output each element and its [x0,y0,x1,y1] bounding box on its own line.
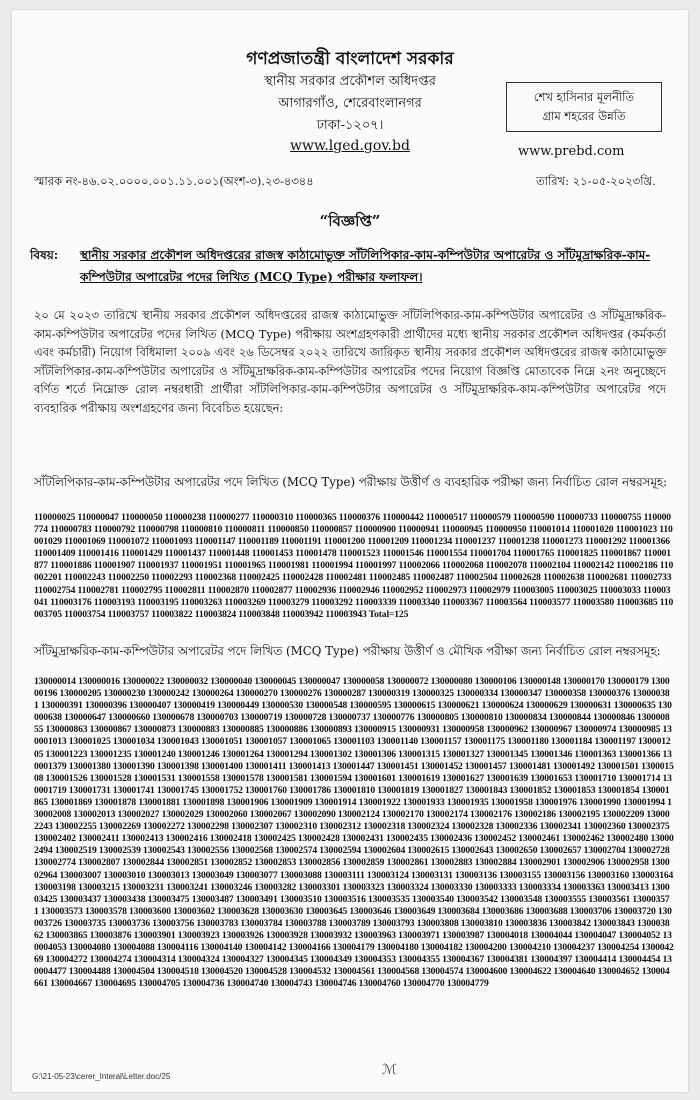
section1-heading: সাঁটলিপিকার-কাম-কম্পিউটার অপারেটর পদে লিখিত (MCQ Type) পরীক্ষায় উত্তীর্ণ ও ব্যবহারিক পরীক্ষা জন্য নির্বাচিত রোল নম্বরসমূহ: [34,475,668,489]
document-page [12,10,688,1092]
department-name: স্থানীয় সরকার প্রকৌশল অধিদপ্তর [264,74,436,89]
slogan-line1: শেখ হাসিনার মূলনীতি [533,90,635,104]
website-link[interactable]: www.lged.gov.bd [290,138,410,154]
notice-title: “বিজ্ঞপ্তি” [319,212,381,230]
section2-roll-list: 130000014 130000016 130000022 130000032 130000040 130000045 130000047 130000058 130000072 130000080 130000106 130000148 130000170 130000179 130000196 130000205 130000230 130000242 130000264 130000270 130000276 130000287 130000319 130000325 130000334 130000347 130000358 130000376 130000381 130000391 130000396 130000407 130000419 130000449 130000530 130000548 130000595 130000615 130000621 130000624 130000629 130000631 130000635 130000638 130000647 130000660 130000678 130000703 130000719 130000728 130000737 130000776 130000805 130000810 130000834 130000844 130000846 130000855 130000863 130000867 130000873 130000883 130000885 130000886 130000893 130000915 130000931 130000958 130000962 130000967 130000974 130000985 130001013 130001025 130001034 130001043 130001051 130001057 130001065 130001103 130001140 130001157 130001175 130001180 130001184 130001197 130001205 130001223 130001235 130001240 130001246 130001264 130001294 130001302 130001306 130001315 130001327 130001345 130001346 130001363 130001366 130001379 130001380 130001390 130001398 130001400 130001411 130001413 130001447 130001451 130001452 130001457 130001481 130001492 130001501 130001508 130001526 130001528 130001531 130001558 130001578 130001581 130001594 130001601 130001619 130001627 130001639 130001653 130001710 130001714 130001719 130001731 130001741 130001745 130001752 130001760 130001786 130001810 130001819 130001827 130001843 130001852 130001853 130001854 130001865 130001869 130001878 130001881 130001898 130001906 130001909 130001914 130001922 130001933 130001935 130001958 130001976 130001990 130001994 130002008 130002013 130002027 130002029 130002060 130002067 130002090 130002124 130002170 130002174 130002176 130002186 130002195 130002209 130002243 130002255 130002269 130002272 130002298 130002307 130002310 130002312 130002318 130002324 130002328 130002336 130002341 130002360 130002375 130002402 130002411 130002413 130002416 130002418 130002425 130002428 130002431 130002435 130002436 130002452 130002461 130002462 130002480 130002494 130002519 130002539 130002543 130002556 130002568 130002574 130002594 130002604 130002615 130002643 130002650 130002657 130002704 130002728 130002774 130002807 130002844 130002851 130002852 130002853 130002856 130002859 130002861 130002883 130002884 130002901 130002906 130002958 130002964 130003007 130003010 130003013 130003049 130003077 130003088 130003111 130003124 130003131 130003136 130003155 130003156 130003160 130003164 130003198 130003215 130003231 130003241 130003246 130003282 130003301 130003323 130003324 130003330 130003333 130003334 130003363 130003413 130003425 130003437 130003438 130003475 130003487 130003491 130003510 130003516 130003535 130003540 130003542 130003548 130003555 130003561 130003571 130003573 130003578 130003600 130003602 130003628 130003630 130003645 130003646 130003649 130003684 130003686 130003688 130003706 130003720 130003726 130003735 130003736 130003756 130003783 130003784 130003788 130003789 130003793 130003808 130003810 130003836 130003842 130003843 130003862 130003865 130003876 130003901 130003923 130003926 130003928 130003932 130003963 130003971 130003987 130004018 130004044 130004047 130004052 130004053 130004080 130004088 130004116 130004140 130004142 130004166 130004179 130004180 130004182 130004200 130004210 130004237 130004254 130004269 130004272 130004274 130004314 130004324 130004327 130004345 130004349 130004353 130004355 130004367 130004381 130004397 130004414 130004454 130004477 130004488 130004504 130004518 130004520 130004528 130004532 130004561 130004568 130004574 130004600 130004622 130004640 130004652 130004661 130004667 130004695 130004705 130004736 130004740 130004743 130004746 130004760 130004770 130004779 [34,676,674,990]
notice-body: ২০ মে ২০২৩ তারিখে স্থানীয় সরকার প্রকৌশল অধিদপ্তরের রাজস্ব কাঠামোভুক্ত সাঁটলিপিকার-কাম-কম্পিউটার অপারেটর ও সাঁটমুদ্রাক্ষরিক-কাম-কম্পিউটার অপারেটর পদের লিখিত (MCQ Type) পরীক্ষায় অংশগ্রহণকারী প্রার্থীদের মধ্যে স্থানীয় সরকার প্রকৌশল অধিদপ্তর (কর্মকর্তা এবং কর্মচারী) নিয়োগ বিধিমালা ২০০৯ এবং ২৬ ডিসেম্বর ২০২২ তারিখে জারিকৃত স্থানীয় সরকার প্রকৌশল অধিদপ্তরের রাজস্ব কাঠামোভুক্ত সাঁটলিপিকার-কাম-কম্পিউটার অপারেটর ও সাঁটমুদ্রাক্ষরিক-কাম-কম্পিউটার অপারেটর পদের নিয়োগ বিজ্ঞপ্তি মোতাবেক নিম্নে ২নং অনুচ্ছেদে বর্ণিত শর্তে নিম্নোক্ত রোল নম্বরধারী প্রার্থীরা সাঁটলিপিকার-কাম-কম্পিউটার অপারেটর ও সাঁটমুদ্রাক্ষরিক-কাম-কম্পিউটার অপারেটর পদে ব্যবহারিক পরীক্ষায় অংশগ্রহণের জন্য বিবেচিত হয়েছেন: [34,308,666,415]
office-address-line1: আগারগাঁও, শেরেবাংলানগর [278,96,422,111]
slogan-line2: গ্রাম শহরের উন্নতি [542,109,626,123]
prebd-watermark: www.prebd.com [518,144,625,159]
slogan-box [506,82,662,132]
memo-number: স্মারক নং-৪৬.০২.০০০০.০০১.১১.০০১(অংশ-৩).২৩-৪৩৪৪ [34,174,314,188]
section2-heading: সাঁটমুদ্রাক্ষরিক-কাম-কম্পিউটার অপারেটর পদে লিখিত (MCQ Type) পরীক্ষায় উত্তীর্ণ ও মৌখিক পরীক্ষা জন্য নির্বাচিত রোল নম্বরসমূহ: [34,644,661,658]
section1-roll-list: 110000025 110000047 110000050 110000238 110000277 110000310 110000365 110000376 110000442 110000517 110000579 110000590 110000733 110000755 110000774 110000783 110000792 110000798 110000810 110000811 110000850 110000857 110000900 110000941 110000945 110000950 110001014 110001020 110001023 110001029 110001069 110001072 110001093 110001147 110001189 110001191 110001200 110001209 110001234 110001237 110001238 110001273 110001292 110001366 110001409 110001416 110001429 110001437 110001448 110001453 110001478 110001523 110001546 110001554 110001704 110001765 110001825 110001867 110001877 110001886 110001907 110001937 110001951 110001965 110001981 110001994 110001997 110002066 110002068 110002078 110002104 110002142 110002186 110002201 110002243 110002250 110002293 110002368 110002425 110002428 110002481 110002485 110002487 110002504 110002628 110002638 110002681 110002733 110002754 110002781 110002795 110002811 110002870 110002877 110002936 110002946 110002952 110002973 110002979 110003005 110003025 110003033 110003041 110003176 110003193 110003195 110003263 110003269 110003279 110003292 110003339 110003340 110003367 110003564 110003577 110003580 110003685 110003705 110003754 110003757 110003822 110003824 110003848 110003942 110003943 Total=125 [34,512,674,620]
office-address-line2: ঢাকা-১২০৭। [316,118,384,133]
government-name: গণপ্রজাতন্ত্রী বাংলাদেশ সরকার [246,49,454,69]
signature-mark: ℳ [382,1062,397,1078]
subject-text: স্থানীয় সরকার প্রকৌশল অধিদপ্তরের রাজস্ব কাঠামোভুক্ত সাঁটলিপিকার-কাম-কম্পিউটার অপারেটর ও সাঁটমুদ্রাক্ষরিক-কাম-কম্পিউটার অপারেটর পদের লিখিত (MCQ Type) পরীক্ষার ফলাফল। [80,248,651,284]
issue-date: তারিখ: ২১-০৫-২০২৩খ্রি. [536,174,656,188]
file-path-footer: G:\21-05-23\cerer_Interal\Letter.doc/25 [32,1072,171,1081]
subject-label: বিষয়: [30,248,59,262]
